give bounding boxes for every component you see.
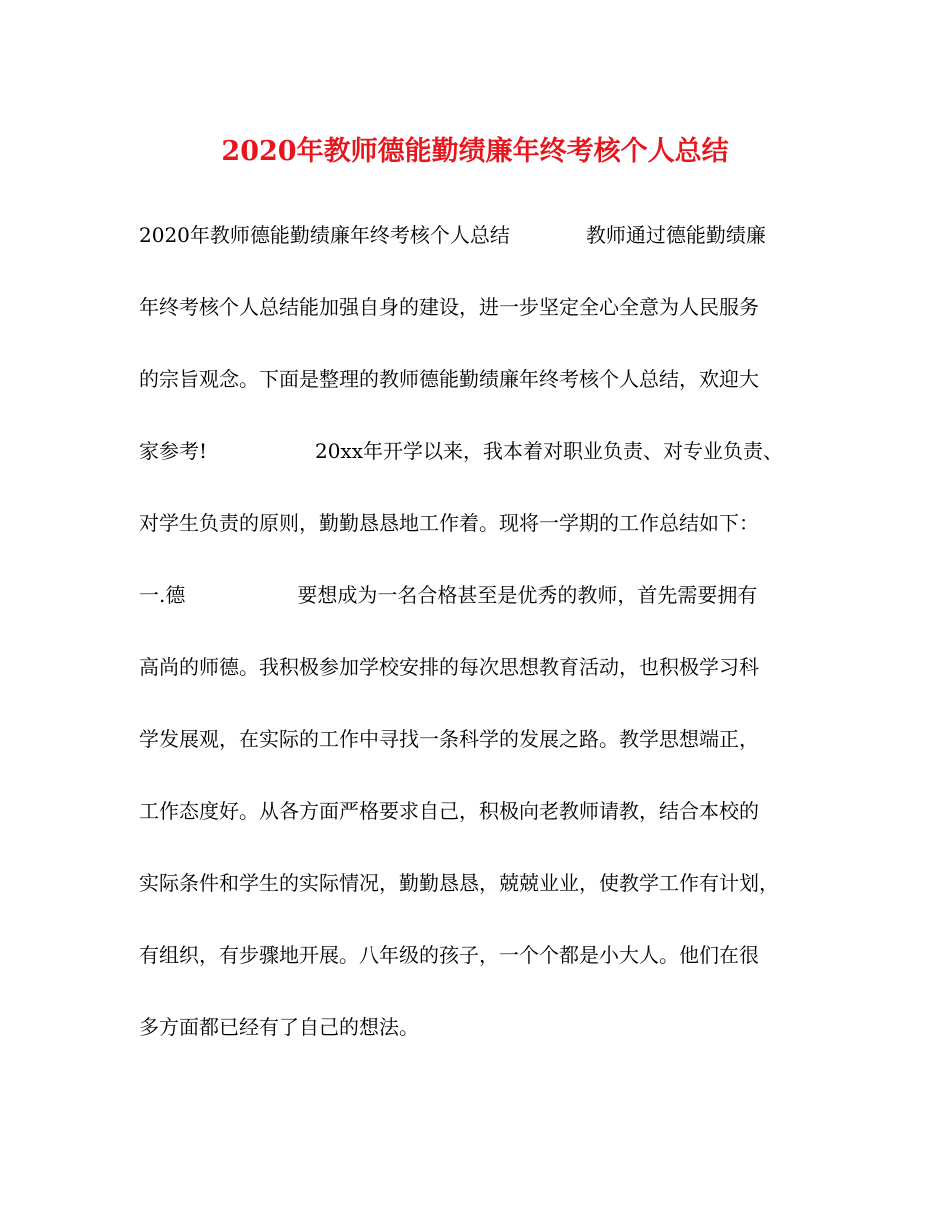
- body-line-6-text: 一.德: [139, 583, 186, 607]
- body-line-4-text: 家参考!: [139, 439, 208, 463]
- body-line-7-text: 高尚的师德。我积极参加学校安排的每次思想教育活动，也积极学习科: [139, 655, 759, 679]
- body-line-1-text: 2020年教师德能勤绩廉年终考核个人总结: [139, 223, 510, 247]
- body-line-3-text: 的宗旨观念。下面是整理的教师德能勤绩廉年终考核个人总结，欢迎大: [139, 367, 759, 391]
- body-line-11: [139, 940, 759, 970]
- body-line-10-text: 实际条件和学生的实际情况，勤勤恳恳，兢兢业业，使教学工作有计划，: [139, 871, 779, 895]
- document-title: 2020年教师德能勤绩廉年终考核个人总结: [221, 136, 729, 167]
- body-line-7: [139, 652, 759, 682]
- body-line-12-text: 多方面都已经有了自己的想法。: [139, 1015, 419, 1039]
- body-line-5: [139, 508, 759, 538]
- body-line-9-text: 工作态度好。从各方面严格要求自己，积极向老教师请教，结合本校的: [139, 799, 759, 823]
- body-line-6-text-b: 要想成为一名合格甚至是优秀的教师，首先需要拥有: [297, 583, 758, 607]
- body-line-11-text: 有组织，有步骤地开展。八年级的孩子，一个个都是小大人。他们在很: [139, 943, 759, 967]
- body-line-6: [139, 580, 757, 610]
- body-line-8: [139, 724, 759, 754]
- body-line-1: [139, 220, 766, 250]
- body-line-5-text: 对学生负责的原则，勤勤恳恳地工作着。现将一学期的工作总结如下：: [139, 511, 759, 535]
- body-line-4-text-b: 20xx年开学以来，我本着对职业负责、对专业负责、: [315, 439, 784, 463]
- body-line-4: [139, 436, 783, 466]
- body-line-2-text: 年终考核个人总结能加强自身的建设，进一步坚定全心全意为人民服务: [139, 295, 759, 319]
- body-line-8-text: 学发展观，在实际的工作中寻找一条科学的发展之路。教学思想端正，: [139, 727, 759, 751]
- body-line-3: [139, 364, 759, 394]
- body-line-1-text-b: 教师通过德能勤绩廉: [585, 223, 766, 247]
- body-line-10: [139, 868, 779, 898]
- body-line-12: [139, 1012, 419, 1042]
- body-line-2: [139, 292, 759, 322]
- body-line-9: [139, 796, 759, 826]
